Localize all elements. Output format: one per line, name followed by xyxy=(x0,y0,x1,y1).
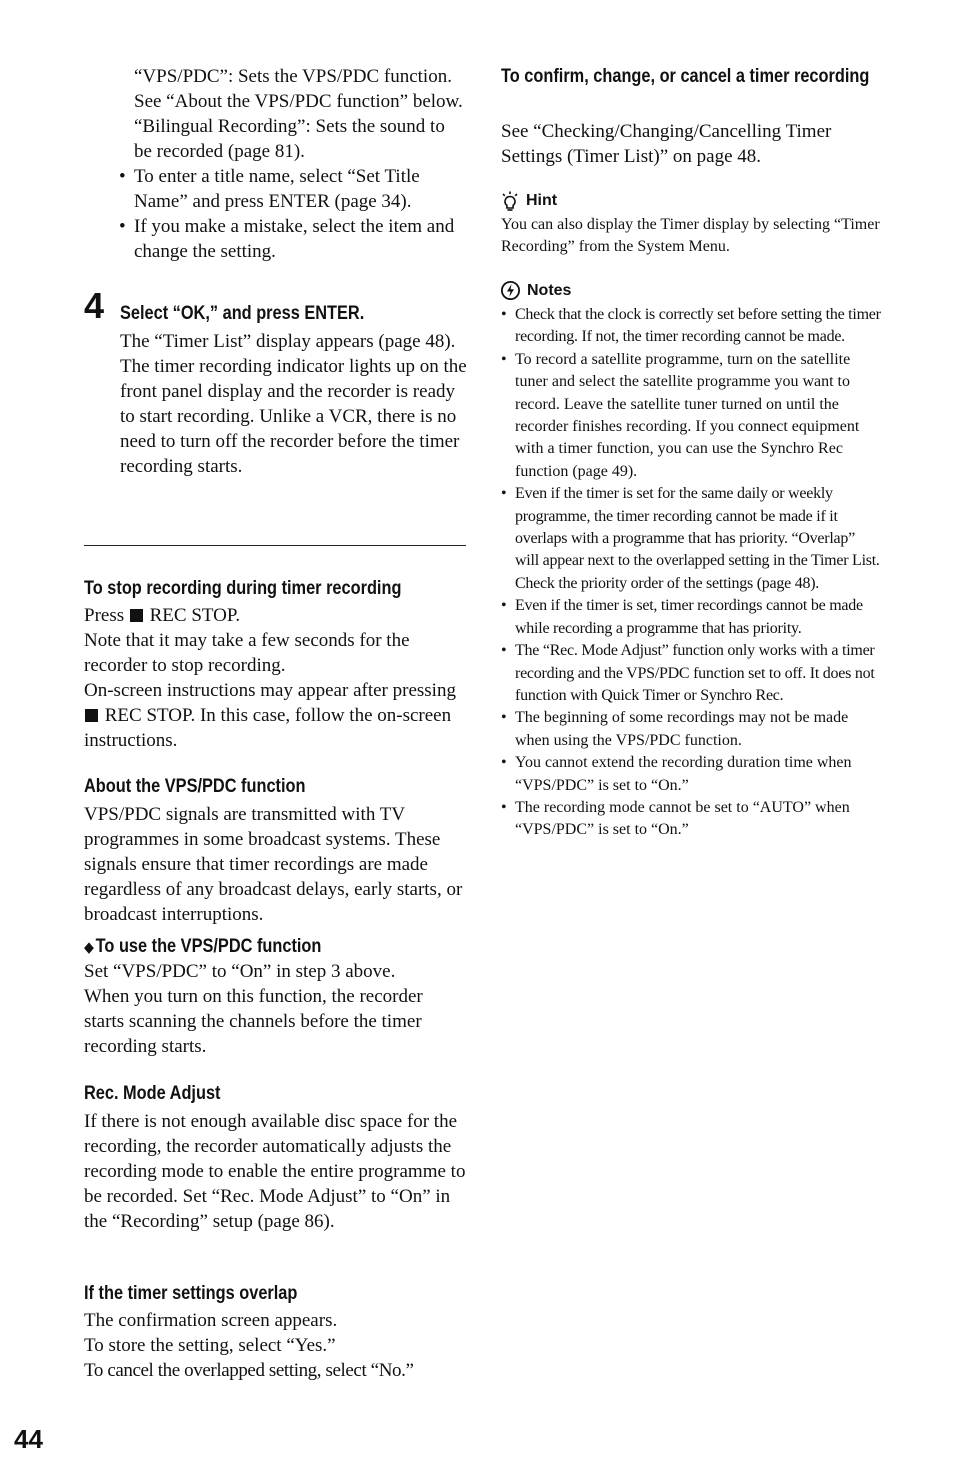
vps-pdc-heading: About the VPS/PDC function xyxy=(84,776,306,797)
lightbulb-icon xyxy=(501,191,519,211)
stop-square-icon xyxy=(130,609,143,622)
timer-overlap-heading: If the timer settings overlap xyxy=(84,1283,298,1304)
section-divider xyxy=(84,545,466,546)
list-item: • To enter a title name, select “Set Title Name” and press ENTER (page 34). xyxy=(84,164,466,214)
list-item: • The recording mode cannot be set to “AUTO” when “VPS/PDC” is set to “On.” xyxy=(501,797,881,842)
hint-text: You can also display the Timer display by selecting “Timer Recording” from the System Menu. xyxy=(501,216,880,256)
press-rec-stop-line: Press REC STOP. xyxy=(84,605,241,626)
overlap-line: To store the setting, select “Yes.” xyxy=(84,1335,336,1356)
step4-heading: Select “OK,” and press ENTER. xyxy=(120,303,365,324)
list-item: • Even if the timer is set, timer recordings cannot be made while recording a programme that has priority. xyxy=(501,595,881,640)
list-item: • If you make a mistake, select the item and change the setting. xyxy=(84,214,466,264)
overlap-line: To cancel the overlapped setting, select “No.” xyxy=(84,1360,414,1381)
step3-continuation xyxy=(84,64,466,264)
stop-square-icon xyxy=(85,709,98,722)
timer-overlap-body xyxy=(84,1308,466,1383)
list-item: • The beginning of some recordings may not be made when using the VPS/PDC function. xyxy=(501,707,881,752)
use-vps-pdc-body xyxy=(84,959,466,1059)
notes-icon xyxy=(501,281,520,300)
list-item: • To record a satellite programme, turn on the satellite tuner and select the satellite programme you want to record. Leave the satellite tuner turned on until the recorder finishes recording. If you connect equipment with a timer function, you can use the Synchro Rec function (page 49). xyxy=(501,349,881,483)
vps-pdc-body: VPS/PDC signals are transmitted with TV programmes in some broadcast systems. These signals ensure that timer recordings are made regardless of any broadcast delays, early starts, or broadcast interruptions. xyxy=(84,804,463,925)
use-vps-pdc-text: When you turn on this function, the recorder starts scanning the channels before the timer recording starts. xyxy=(84,986,423,1057)
list-item: • You cannot extend the recording duration time when “VPS/PDC” is set to “On.” xyxy=(501,752,881,797)
use-vps-pdc-text: Set “VPS/PDC” to “On” in step 3 above. xyxy=(84,961,396,982)
step4-para: The timer recording indicator lights up on the front panel display and the recorder is ready to start recording. Unlike a VCR, there is no need to turn off the recorder before the timer recording starts. xyxy=(120,356,467,477)
hint-label: Hint xyxy=(501,191,881,211)
step4-para: The “Timer List” display appears (page 48). xyxy=(120,331,456,352)
stop-recording-body xyxy=(84,603,466,753)
step4-body xyxy=(120,329,470,479)
confirm-change-cancel-body: See “Checking/Changing/Cancelling Timer Settings (Timer List)” on page 48. xyxy=(501,121,832,167)
list-item: • Check that the clock is correctly set before setting the timer recording. If not, the timer recording cannot be made. xyxy=(501,304,881,349)
vps-pdc-option-text: “VPS/PDC”: Sets the VPS/PDC function. See “About the VPS/PDC function” below. xyxy=(134,66,463,112)
rec-mode-adjust-heading: Rec. Mode Adjust xyxy=(84,1083,221,1104)
stop-recording-heading: To stop recording during timer recording xyxy=(84,578,402,599)
bilingual-option-text: “Bilingual Recording”: Sets the sound to be recorded (page 81). xyxy=(134,116,445,162)
onscreen-instructions-text: On-screen instructions may appear after pressing REC STOP. In this case, follow the on-screen instructions. xyxy=(84,680,456,751)
rec-mode-adjust-body: If there is not enough available disc space for the recording, the recorder automatically adjusts the recording mode to enable the entire programme to be recorded. Set “Rec. Mode Adjust” to “On” in the “Recording” setup (page 86). xyxy=(84,1111,466,1232)
confirm-change-cancel-heading: To confirm, change, or cancel a timer recording xyxy=(501,66,870,87)
notes-label: Notes xyxy=(501,281,881,300)
step-number: 4 xyxy=(84,285,105,326)
list-item: • Even if the timer is set for the same daily or weekly programme, the timer recording cannot be made if it overlaps with a programme that has priority. “Overlap” will appear next to the overlapped setting in the Timer List. Check the priority order of the settings (page 48). xyxy=(501,483,881,595)
list-item: • The “Rec. Mode Adjust” function only works with a timer recording and the VPS/PDC function set to off. It does not function with Quick Timer or Synchro Rec. xyxy=(501,640,881,707)
stop-note-text: Note that it may take a few seconds for the recorder to stop recording. xyxy=(84,630,410,676)
page-number: 44 xyxy=(14,1424,43,1454)
use-vps-pdc-heading: ◆To use the VPS/PDC function xyxy=(84,936,322,957)
overlap-line: The confirmation screen appears. xyxy=(84,1310,338,1331)
notes-list xyxy=(501,304,881,842)
diamond-icon: ◆ xyxy=(84,939,94,956)
